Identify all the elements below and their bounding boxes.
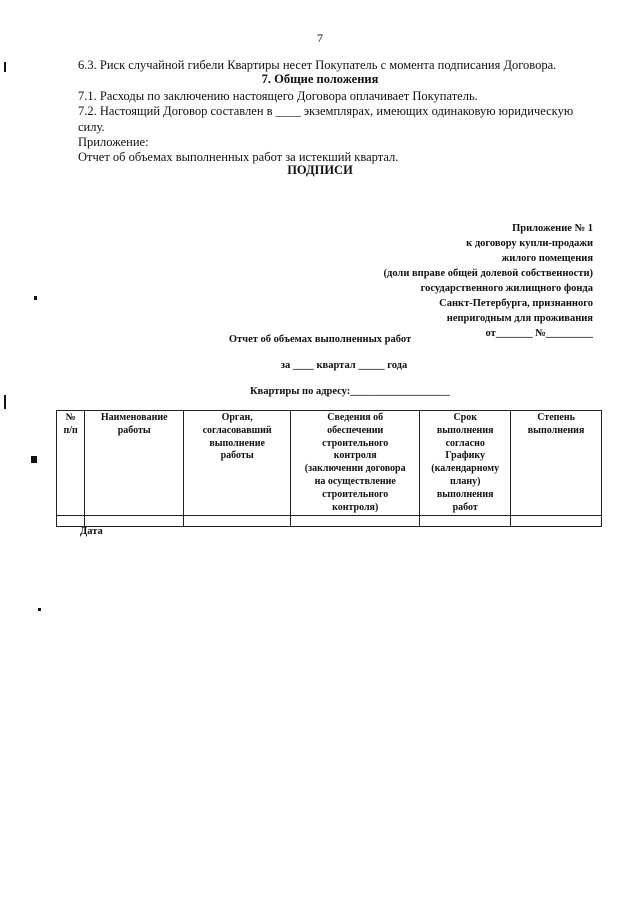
paragraph-7-1: 7.1. Расходы по заключению настоящего Договора оплачивает Покупатель. [78,89,478,103]
table-header-cell [85,411,184,516]
table-header-row [57,411,602,516]
paragraph-6-3: 6.3. Риск случайной гибели Квартиры несет Покупатель с момента подписания Договора. [78,58,557,72]
table-header-cell [420,411,511,516]
header-approving-body: Орган, согласовавший выполнение работы [202,412,272,462]
table-header-cell [184,411,291,516]
paragraph-7-2-line1: 7.2. Настоящий Договор составлен в ____ экземплярах, имеющих одинаковую юридическую [78,104,574,118]
address-line: Квартиры по адресу:___________________ [249,386,451,397]
table-cell [420,516,511,527]
table-row [57,516,602,527]
header-completion-degree: Степень выполнения [527,412,585,436]
report-title: Отчет об объемах выполненных работ [228,334,412,345]
page-number: 7 [317,31,323,45]
appendix-line: к договору купли-продажи [466,238,593,249]
header-deadline: Срок выполнения согласно Графику (календарному плану) выполнения работ [431,412,500,513]
scan-mark [4,62,6,72]
attachment-label: Приложение: [78,135,149,149]
appendix-line: жилого помещения [501,253,593,264]
header-construction-control: Сведения об обеспечении строительного контроля (заключении договора на осуществление строительного контроля) [304,412,406,513]
paragraph-7-2-line2: силу. [78,120,105,134]
works-table [56,410,602,527]
table-cell [511,516,602,527]
attachment-item: Отчет об объемах выполненных работ за истекший квартал. [78,150,399,164]
appendix-line: Приложение № 1 [512,223,593,234]
section-heading-general: 7. Общие положения [261,72,379,86]
scan-mark [34,296,37,300]
table-header-cell [57,411,85,516]
table-header-cell [291,411,420,516]
table-header-cell [511,411,602,516]
report-period: за ____ квартал _____ года [280,360,408,371]
scan-mark [4,395,6,409]
appendix-line: Санкт-Петербурга, признанного [439,298,593,309]
appendix-line: от_______ №_________ [485,328,593,339]
header-number: № п/п [63,412,78,436]
date-label: Дата [80,526,103,537]
table-cell [184,516,291,527]
header-work-name: Наименование работы [100,412,168,436]
appendix-line: непригодным для проживания [446,313,593,324]
scan-mark [31,456,37,463]
scan-mark [38,608,41,611]
appendix-line: государственного жилищного фонда [420,283,593,294]
appendix-line: (доли вправе общей долевой собственности) [383,268,593,279]
signatures-heading: ПОДПИСИ [287,163,353,177]
appendix-header [384,221,593,341]
table-cell [291,516,420,527]
